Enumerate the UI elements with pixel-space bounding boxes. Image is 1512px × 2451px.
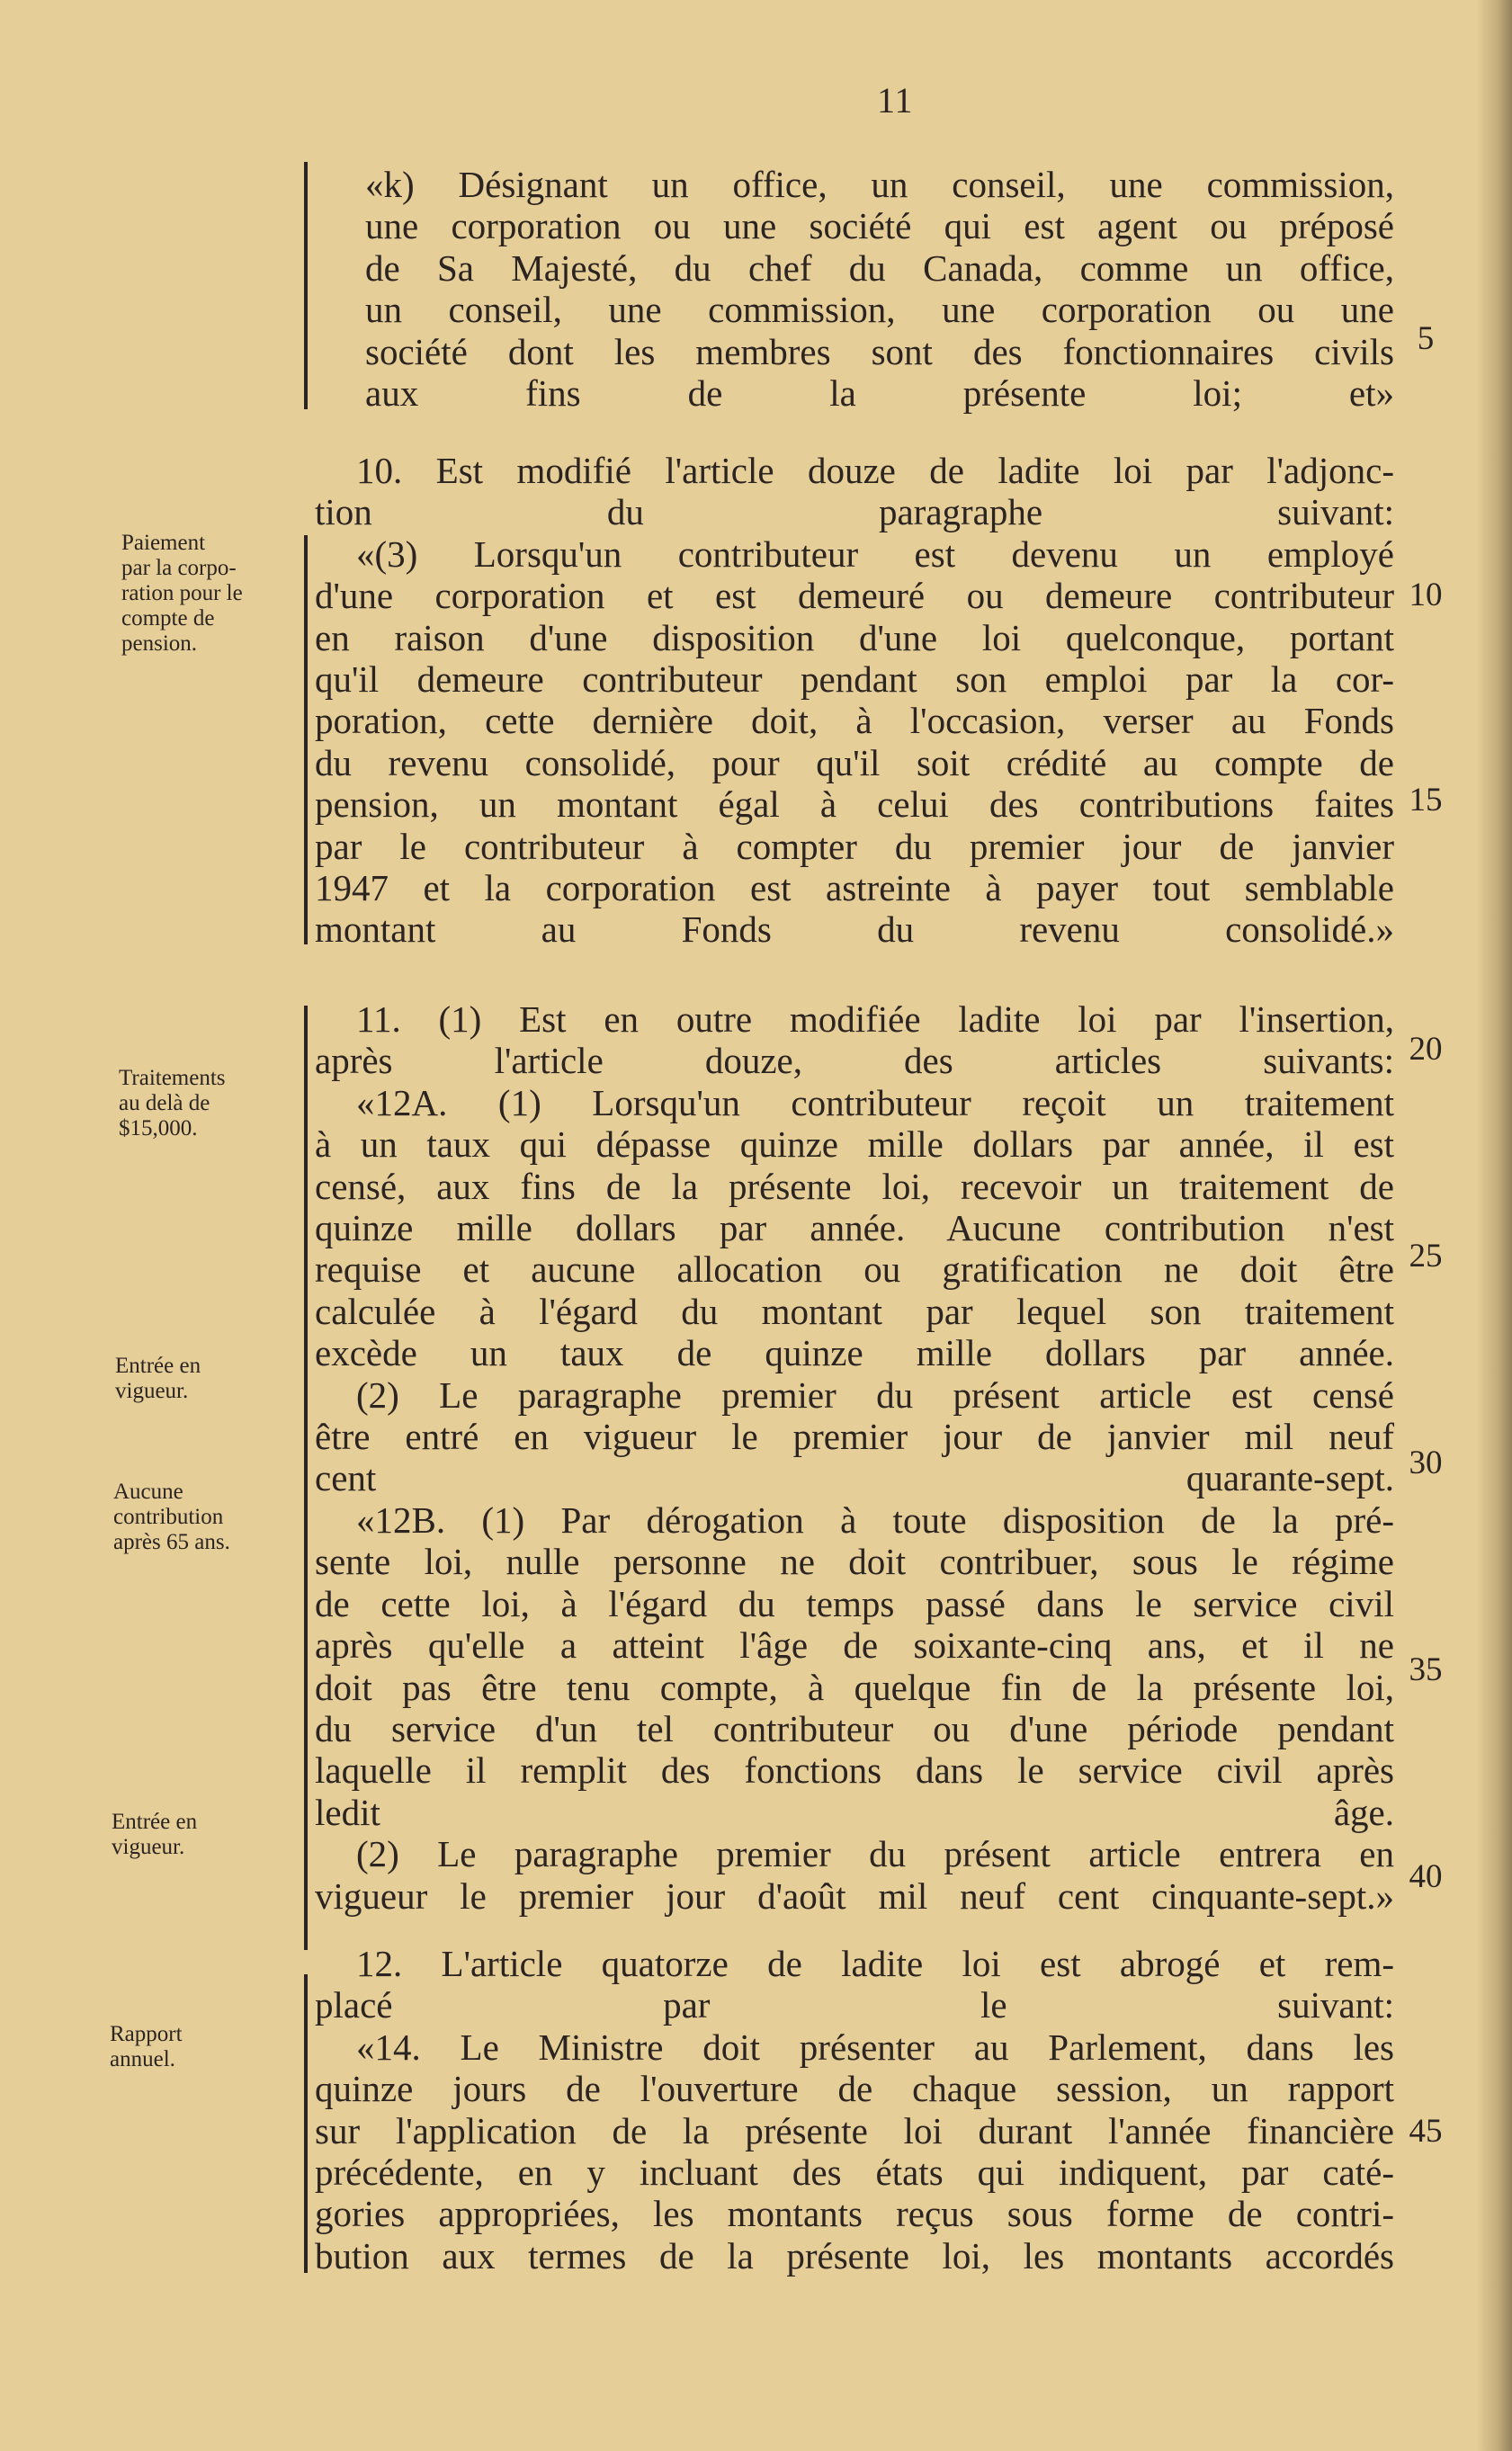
text-line: tion du paragraphe suivant: <box>315 491 1394 533</box>
text-line: vigueur le premier jour d'août mil neuf cent cinquante-sept.» <box>315 1874 1394 1917</box>
margin-note-aucune-contribution: Aucune contribution après 65 ans. <box>113 1480 230 1554</box>
text-line: quinze jours de l'ouverture de chaque session, un rapport <box>315 2068 1394 2110</box>
section-11 <box>315 998 1394 1917</box>
text-line: «14. Le Ministre doit présenter au Parlement, dans les <box>356 2026 1394 2068</box>
text-line: société dont les membres sont des fonctionnaires civils <box>365 330 1394 372</box>
margin-note-rapport-annuel: Rapport annuel. <box>110 2022 183 2071</box>
line-number: 5 <box>1417 320 1435 357</box>
line-number: 35 <box>1409 1651 1443 1688</box>
text-line: censé, aux fins de la présente loi, recevoir un traitement de <box>315 1165 1394 1207</box>
margin-note-paiement: Paiement par la corpo- ration pour le compte de pension. <box>121 531 243 656</box>
vertical-rule <box>304 1006 308 1950</box>
text-line: en raison d'une disposition d'une loi quelconque, portant <box>315 616 1394 658</box>
text-line: «12B. (1) Par dérogation à toute disposition de la pré- <box>356 1498 1394 1541</box>
text-line: 1947 et la corporation est astreinte à payer tout semblable <box>315 867 1394 909</box>
text-line: de Sa Majesté, du chef du Canada, comme un office, <box>365 246 1394 289</box>
text-line: cent quarante-sept. <box>315 1457 1394 1499</box>
text-line: «12A. (1) Lorsqu'un contributeur reçoit un traitement <box>356 1081 1394 1123</box>
text-line: 11. (1) Est en outre modifiée ladite loi par l'insertion, <box>356 998 1394 1040</box>
margin-note-entree-vigueur: Entrée en vigueur. <box>115 1354 201 1403</box>
text-line: d'une corporation et est demeuré ou demeure contributeur <box>315 575 1394 617</box>
text-line: après l'article douze, des articles suivants: <box>315 1040 1394 1082</box>
text-line: un conseil, une commission, une corporation ou une <box>365 289 1394 331</box>
text-line: qu'il demeure contributeur pendant son emploi par la cor- <box>315 658 1394 701</box>
line-number: 40 <box>1409 1858 1443 1895</box>
text-line: bution aux termes de la présente loi, les montants accordés <box>315 2234 1394 2277</box>
text-line: à un taux qui dépasse quinze mille dollars par année, il est <box>315 1123 1394 1166</box>
paragraph-k <box>315 164 1394 414</box>
text-line: de cette loi, à l'égard du temps passé dans le service civil <box>315 1582 1394 1624</box>
text-line: (2) Le paragraphe premier du présent article est censé <box>356 1373 1394 1416</box>
text-line: 12. L'article quatorze de ladite loi est abrogé et rem- <box>356 1943 1394 1984</box>
margin-note-traitements: Traitements au delà de $15,000. <box>119 1066 226 1141</box>
page-number: 11 <box>877 80 914 121</box>
section-10 <box>315 450 1394 951</box>
section-12 <box>315 1943 1394 2277</box>
text-line: requise et aucune allocation ou gratification ne doit être <box>315 1248 1394 1291</box>
line-number: 45 <box>1409 2113 1443 2150</box>
text-line: «k) Désignant un office, un conseil, une commission, <box>365 164 1394 205</box>
text-line: quinze mille dollars par année. Aucune contribution n'est <box>315 1207 1394 1249</box>
text-line: sur l'application de la présente loi durant l'année financière <box>315 2109 1394 2151</box>
text-line: du service d'un tel contributeur ou d'une période pendant <box>315 1707 1394 1749</box>
text-line: pension, un montant égal à celui des contributions faites <box>315 783 1394 826</box>
text-line: 10. Est modifié l'article douze de ladite loi par l'adjonc- <box>356 450 1394 491</box>
text-line: précédente, en y incluant des états qui indiquent, par caté- <box>315 2151 1394 2194</box>
text-line: par le contributeur à compter du premier jour de janvier <box>315 825 1394 867</box>
text-line: du revenu consolidé, pour qu'il soit crédité au compte de <box>315 741 1394 783</box>
text-line: poration, cette dernière doit, à l'occasion, verser au Fonds <box>315 700 1394 742</box>
text-line: «(3) Lorsqu'un contributeur est devenu un employé <box>356 532 1394 575</box>
line-number: 15 <box>1409 782 1443 818</box>
line-number: 20 <box>1409 1031 1443 1068</box>
text-line: placé par le suivant: <box>315 1984 1394 2026</box>
margin-note-entree-vigueur-2: Entrée en vigueur. <box>112 1810 198 1859</box>
text-line: doit pas être tenu compte, à quelque fin de la présente loi, <box>315 1666 1394 1708</box>
text-line: excède un taux de quinze mille dollars par année. <box>315 1332 1394 1374</box>
vertical-rule <box>304 162 308 409</box>
line-number: 25 <box>1409 1238 1443 1275</box>
vertical-rule <box>304 1974 308 2273</box>
line-number: 10 <box>1409 577 1443 613</box>
text-line: laquelle il remplit des fonctions dans le service civil après <box>315 1749 1394 1792</box>
line-number: 30 <box>1409 1445 1443 1481</box>
text-line: ledit âge. <box>315 1791 1394 1833</box>
text-line: montant au Fonds du revenu consolidé.» <box>315 908 1394 951</box>
page-edge-shadow <box>1476 0 1512 2451</box>
text-line: calculée à l'égard du montant par lequel son traitement <box>315 1290 1394 1332</box>
text-line: sente loi, nulle personne ne doit contribuer, sous le régime <box>315 1541 1394 1583</box>
text-line: gories appropriées, les montants reçus sous forme de contri- <box>315 2193 1394 2235</box>
text-line: (2) Le paragraphe premier du présent article entrera en <box>356 1833 1394 1875</box>
text-line: après qu'elle a atteint l'âge de soixante-cinq ans, et il ne <box>315 1624 1394 1667</box>
text-line: une corporation ou une société qui est agent ou préposé <box>365 205 1394 247</box>
text-line: être entré en vigueur le premier jour de janvier mil neuf <box>315 1416 1394 1458</box>
text-line: aux fins de la présente loi; et» <box>365 372 1394 415</box>
